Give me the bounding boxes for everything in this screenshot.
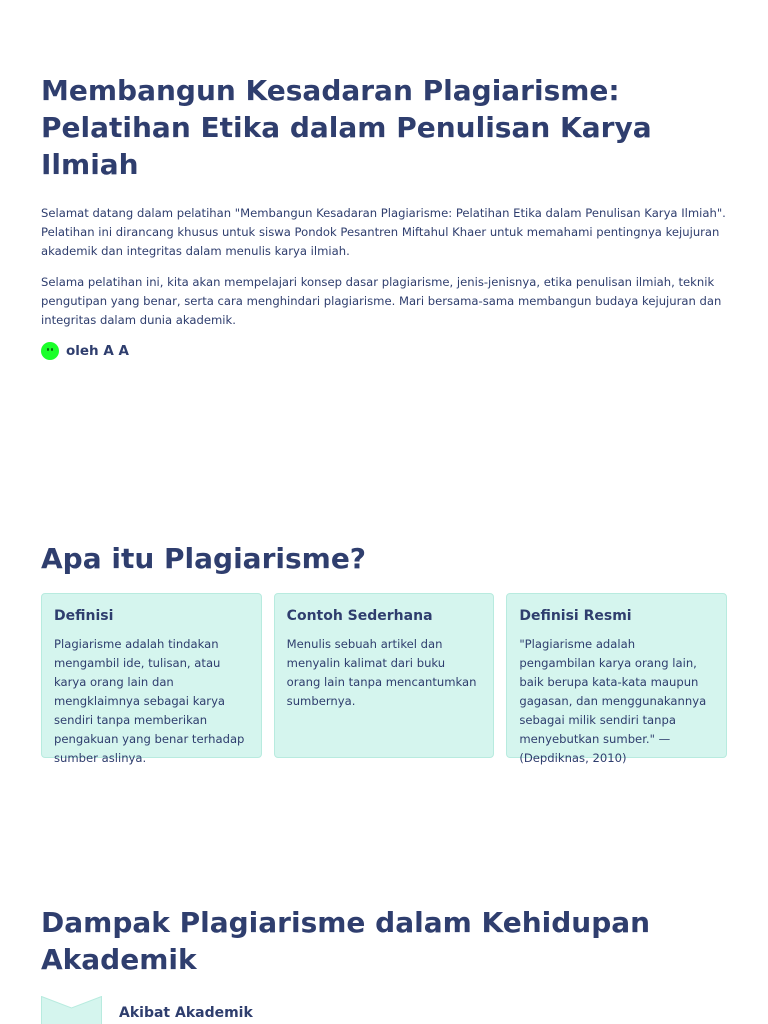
section-title-impact: Dampak Plagiarisme dalam Kehidupan Akademik	[41, 906, 651, 976]
card-text: Plagiarisme adalah tindakan mengambil ide, tulisan, atau karya orang lain dan mengklaimnya sebagai karya sendiri tanpa memberikan pengakuan yang benar terhadap sumber aslinya.	[54, 637, 245, 765]
impact-item	[41, 996, 727, 1024]
impact-section	[41, 904, 727, 1024]
intro-paragraph: Selamat datang dalam pelatihan "Membangun Kesadaran Plagiarisme: Pelatihan Etika dalam Penulisan Karya Ilmiah". Pelatihan ini dirancang khusus untuk siswa Pondok Pesantren Miftahul Khaer untuk memahami pentingnya kejujuran akademik dan integritas dalam menulis karya ilmiah.	[41, 206, 726, 258]
avatar	[41, 342, 59, 360]
hero-section	[41, 72, 727, 360]
section-title-plagiarism: Apa itu Plagiarisme?	[41, 542, 367, 575]
avatar-eye-left	[47, 348, 49, 351]
plagiarism-section	[41, 540, 727, 765]
page-title: Membangun Kesadaran Plagiarisme: Pelatihan Etika dalam Penulisan Karya Ilmiah	[41, 74, 652, 181]
card-definisi-resmi	[506, 593, 727, 765]
card-definisi	[41, 593, 262, 765]
author-line	[41, 342, 727, 360]
definition-cards	[41, 593, 727, 765]
author-name: oleh A A	[66, 343, 129, 359]
card-title: Definisi	[54, 608, 114, 624]
avatar-eye-right	[51, 348, 53, 351]
card-text: Menulis sebuah artikel dan menyalin kalimat dari buku orang lain tanpa mencantumkan sumbernya.	[286, 637, 477, 708]
card-title: Definisi Resmi	[519, 608, 632, 624]
impact-label: Akibat Akademik	[119, 1005, 253, 1021]
envelope-banner-icon	[41, 996, 102, 1024]
card-title: Contoh Sederhana	[286, 608, 433, 624]
overview-paragraph: Selama pelatihan ini, kita akan mempelajari konsep dasar plagiarisme, jenis-jenisnya, etika penulisan ilmiah, teknik pengutipan yang benar, serta cara menghindari plagiarisme. Mari bersama-sama membangun budaya kejujuran dan integritas dalam dunia akademik.	[41, 275, 722, 327]
card-text: "Plagiarisme adalah pengambilan karya orang lain, baik berupa kata-kata maupun gagasan, dan menggunakannya sebagai milik sendiri tanpa menyebutkan sumber." — (Depdiknas, 2010)	[519, 637, 707, 765]
card-contoh-sederhana	[274, 593, 495, 758]
